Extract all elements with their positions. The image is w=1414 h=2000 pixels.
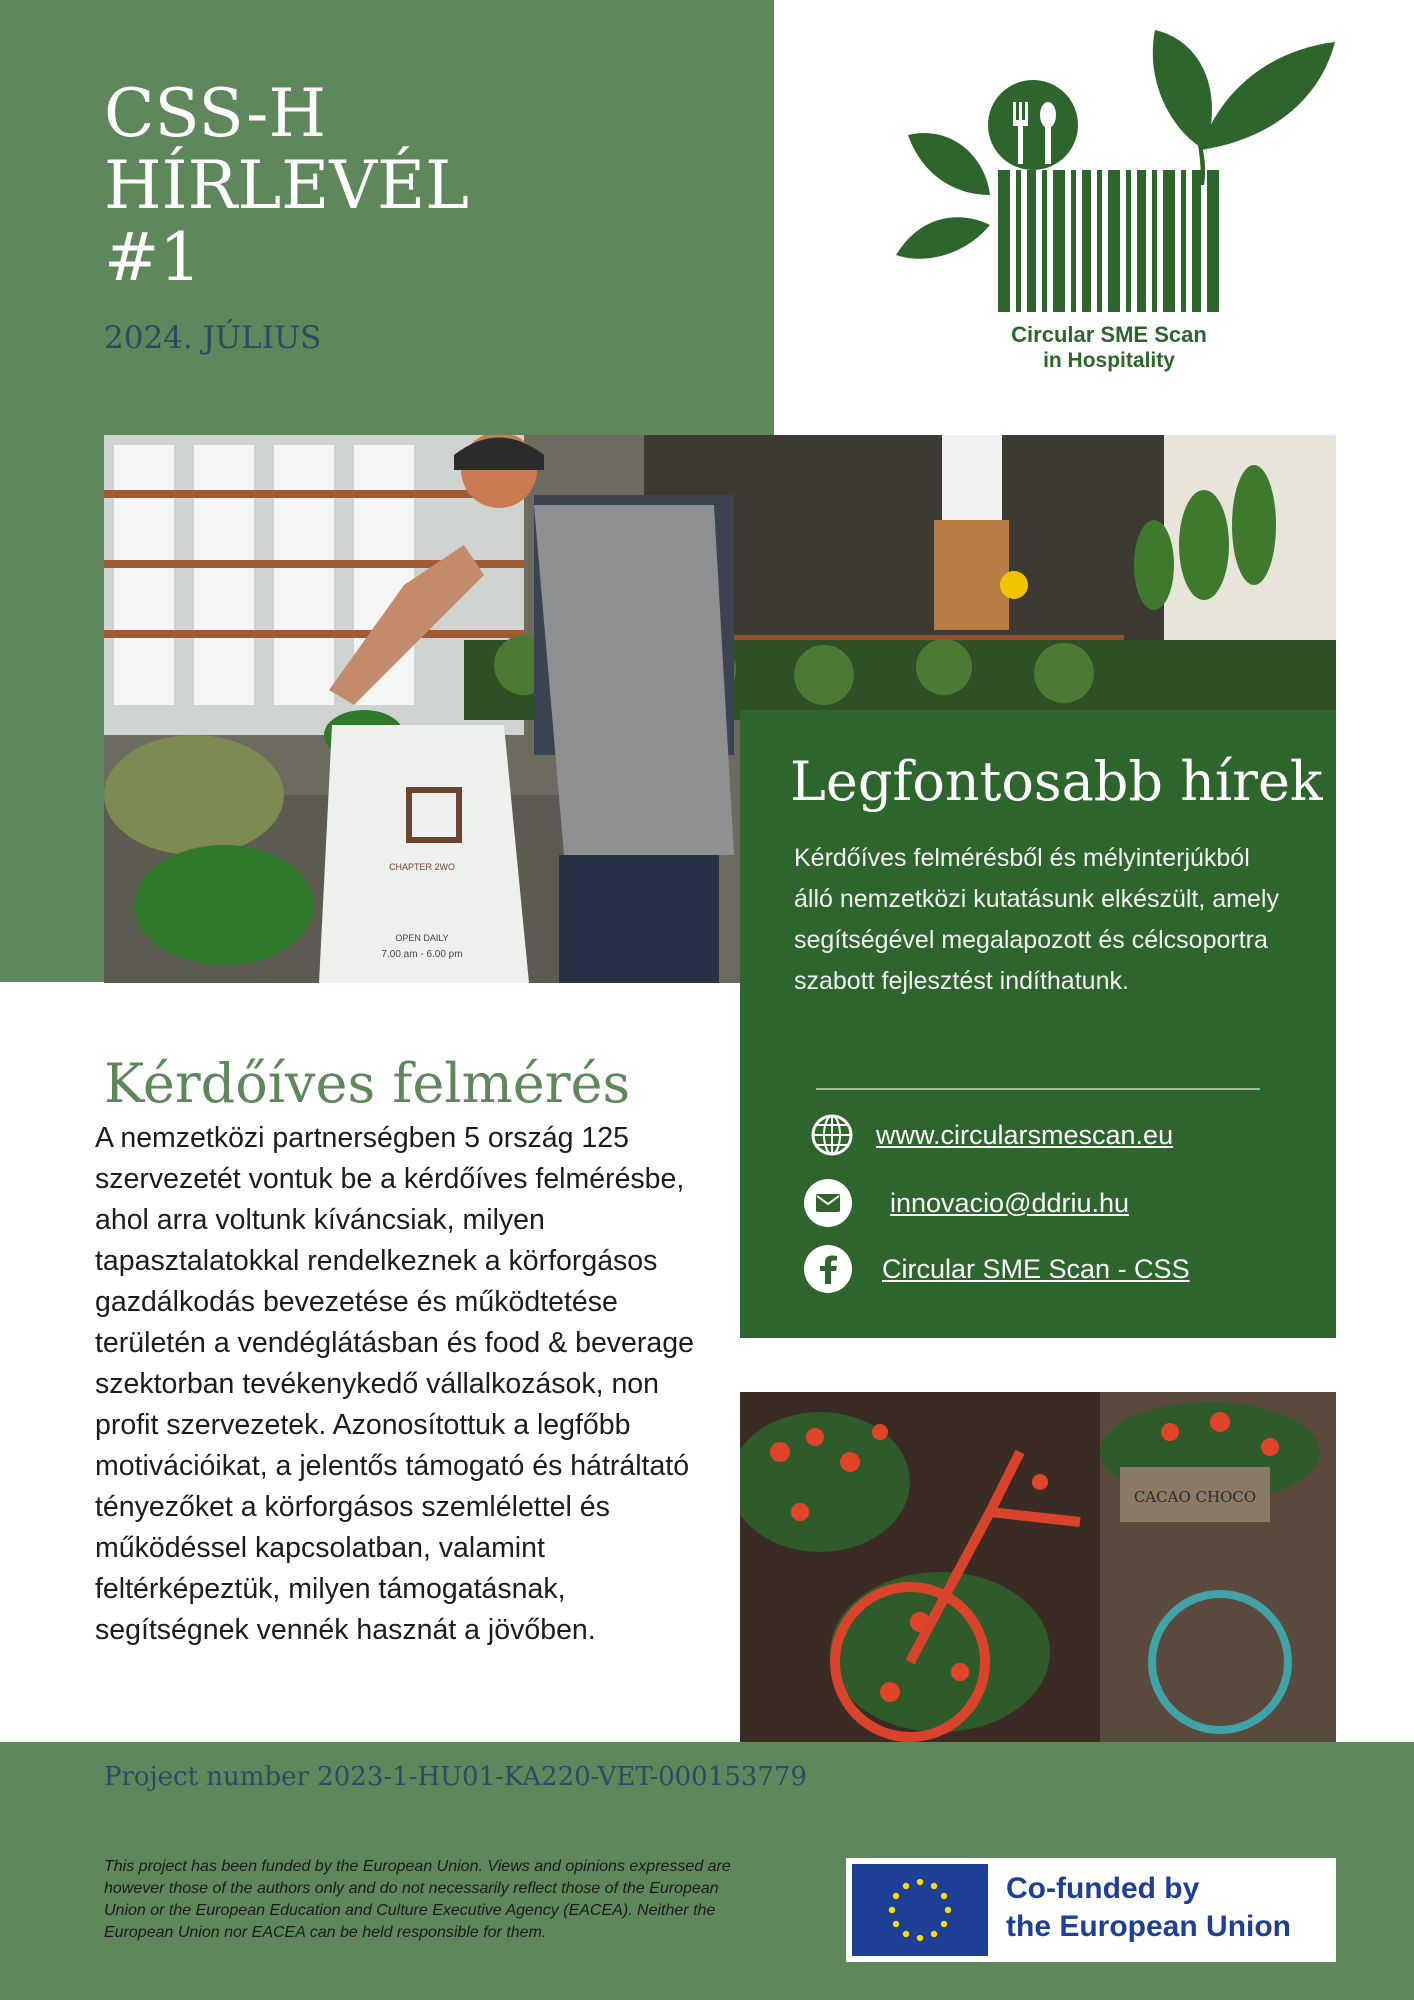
- newsletter-title: [104, 75, 704, 296]
- title-line-1: CSS-H: [104, 75, 327, 152]
- mail-icon: [804, 1179, 852, 1227]
- eu-line-1: Co-funded by: [1006, 1872, 1200, 1905]
- facebook-icon: [804, 1245, 852, 1293]
- survey-body: A nemzetközi partnerségben 5 ország 125 szervezetét vontuk be a kérdőíves felmérésbe, ahol arra voltunk kíváncsiak, milyen tapasztalatokkal rendelkeznek a körforgásos gazdálkodás bevezetése és működtetése területén a vendéglátásban és food & beverage szektorban tevékenykedő vállalkozások, non profit szervezetek. Azonosítottuk a legfőbb motivációikat, a jelentős támogató és hátráltató tényezőket a körforgásos szemlélettel és működéssel kapcsolatban, valamint feltérképeztük, milyen támogatásnak, segítségnek vennék hasznát a jövőben.: [95, 1122, 694, 1646]
- footer-band: [0, 1742, 1414, 2000]
- news-panel: [740, 710, 1336, 1338]
- circular-sme-scan-logo: [880, 20, 1340, 380]
- news-body: Kérdőíves felmérésből és mélyinterjúkból álló nemzetközi kutatásunk elkészült, amely segítségével megalapozott és célcsoportra szabott fejlesztést indíthatunk.: [794, 844, 1279, 995]
- title-line-3: #1: [104, 219, 202, 296]
- email-link-row[interactable]: [804, 1178, 1129, 1228]
- survey-heading: Kérdőíves felmérés: [104, 1052, 631, 1115]
- funding-disclaimer: This project has been funded by the European Union. Views and opinions expressed are however those of the authors only and do not necessarily reflect those of the European Union or the European Education and Culture Executive Agency (EACEA). Neither the European Union nor EACEA can be held responsible for them.: [104, 1858, 731, 1941]
- fork-spoon-barcode-leaves-icon: [880, 20, 1340, 380]
- logo-line-1: Circular SME Scan: [1011, 322, 1207, 347]
- facebook-link-row[interactable]: [804, 1244, 1190, 1294]
- email-link[interactable]: innovacio@ddriu.hu: [890, 1187, 1130, 1218]
- barcode-icon: [998, 170, 1219, 320]
- sign-open-daily: OPEN DAILY: [395, 933, 449, 943]
- website-link-row[interactable]: [808, 1110, 1173, 1160]
- title-line-2: HÍRLEVÉL: [104, 147, 469, 224]
- eu-line-2: the European Union: [1006, 1910, 1291, 1943]
- news-divider: [816, 1088, 1260, 1090]
- issue-date: 2024. JÚLIUS: [104, 320, 322, 356]
- news-heading: Legfontosabb hírek: [790, 750, 1323, 813]
- logo-line-2: in Hospitality: [1043, 349, 1175, 372]
- eu-flag-icon: [852, 1864, 988, 1956]
- globe-icon: [808, 1111, 856, 1159]
- eu-cofunded-text: [1006, 1870, 1291, 1946]
- project-number: Project number 2023-1-HU01-KA220-VET-000153779: [104, 1762, 807, 1792]
- website-link[interactable]: www.circularsmescan.eu: [876, 1119, 1174, 1150]
- bicycles-photo: [740, 1392, 1336, 1742]
- sign-brand: CHAPTER 2WO: [388, 862, 456, 872]
- sign-hours: 7.00 am - 6.00 pm: [381, 949, 463, 960]
- eu-cofunded-badge: [846, 1858, 1336, 1962]
- cacao-sign: CACAO CHOCO: [1133, 1488, 1257, 1506]
- facebook-link[interactable]: Circular SME Scan - CSS: [882, 1253, 1190, 1284]
